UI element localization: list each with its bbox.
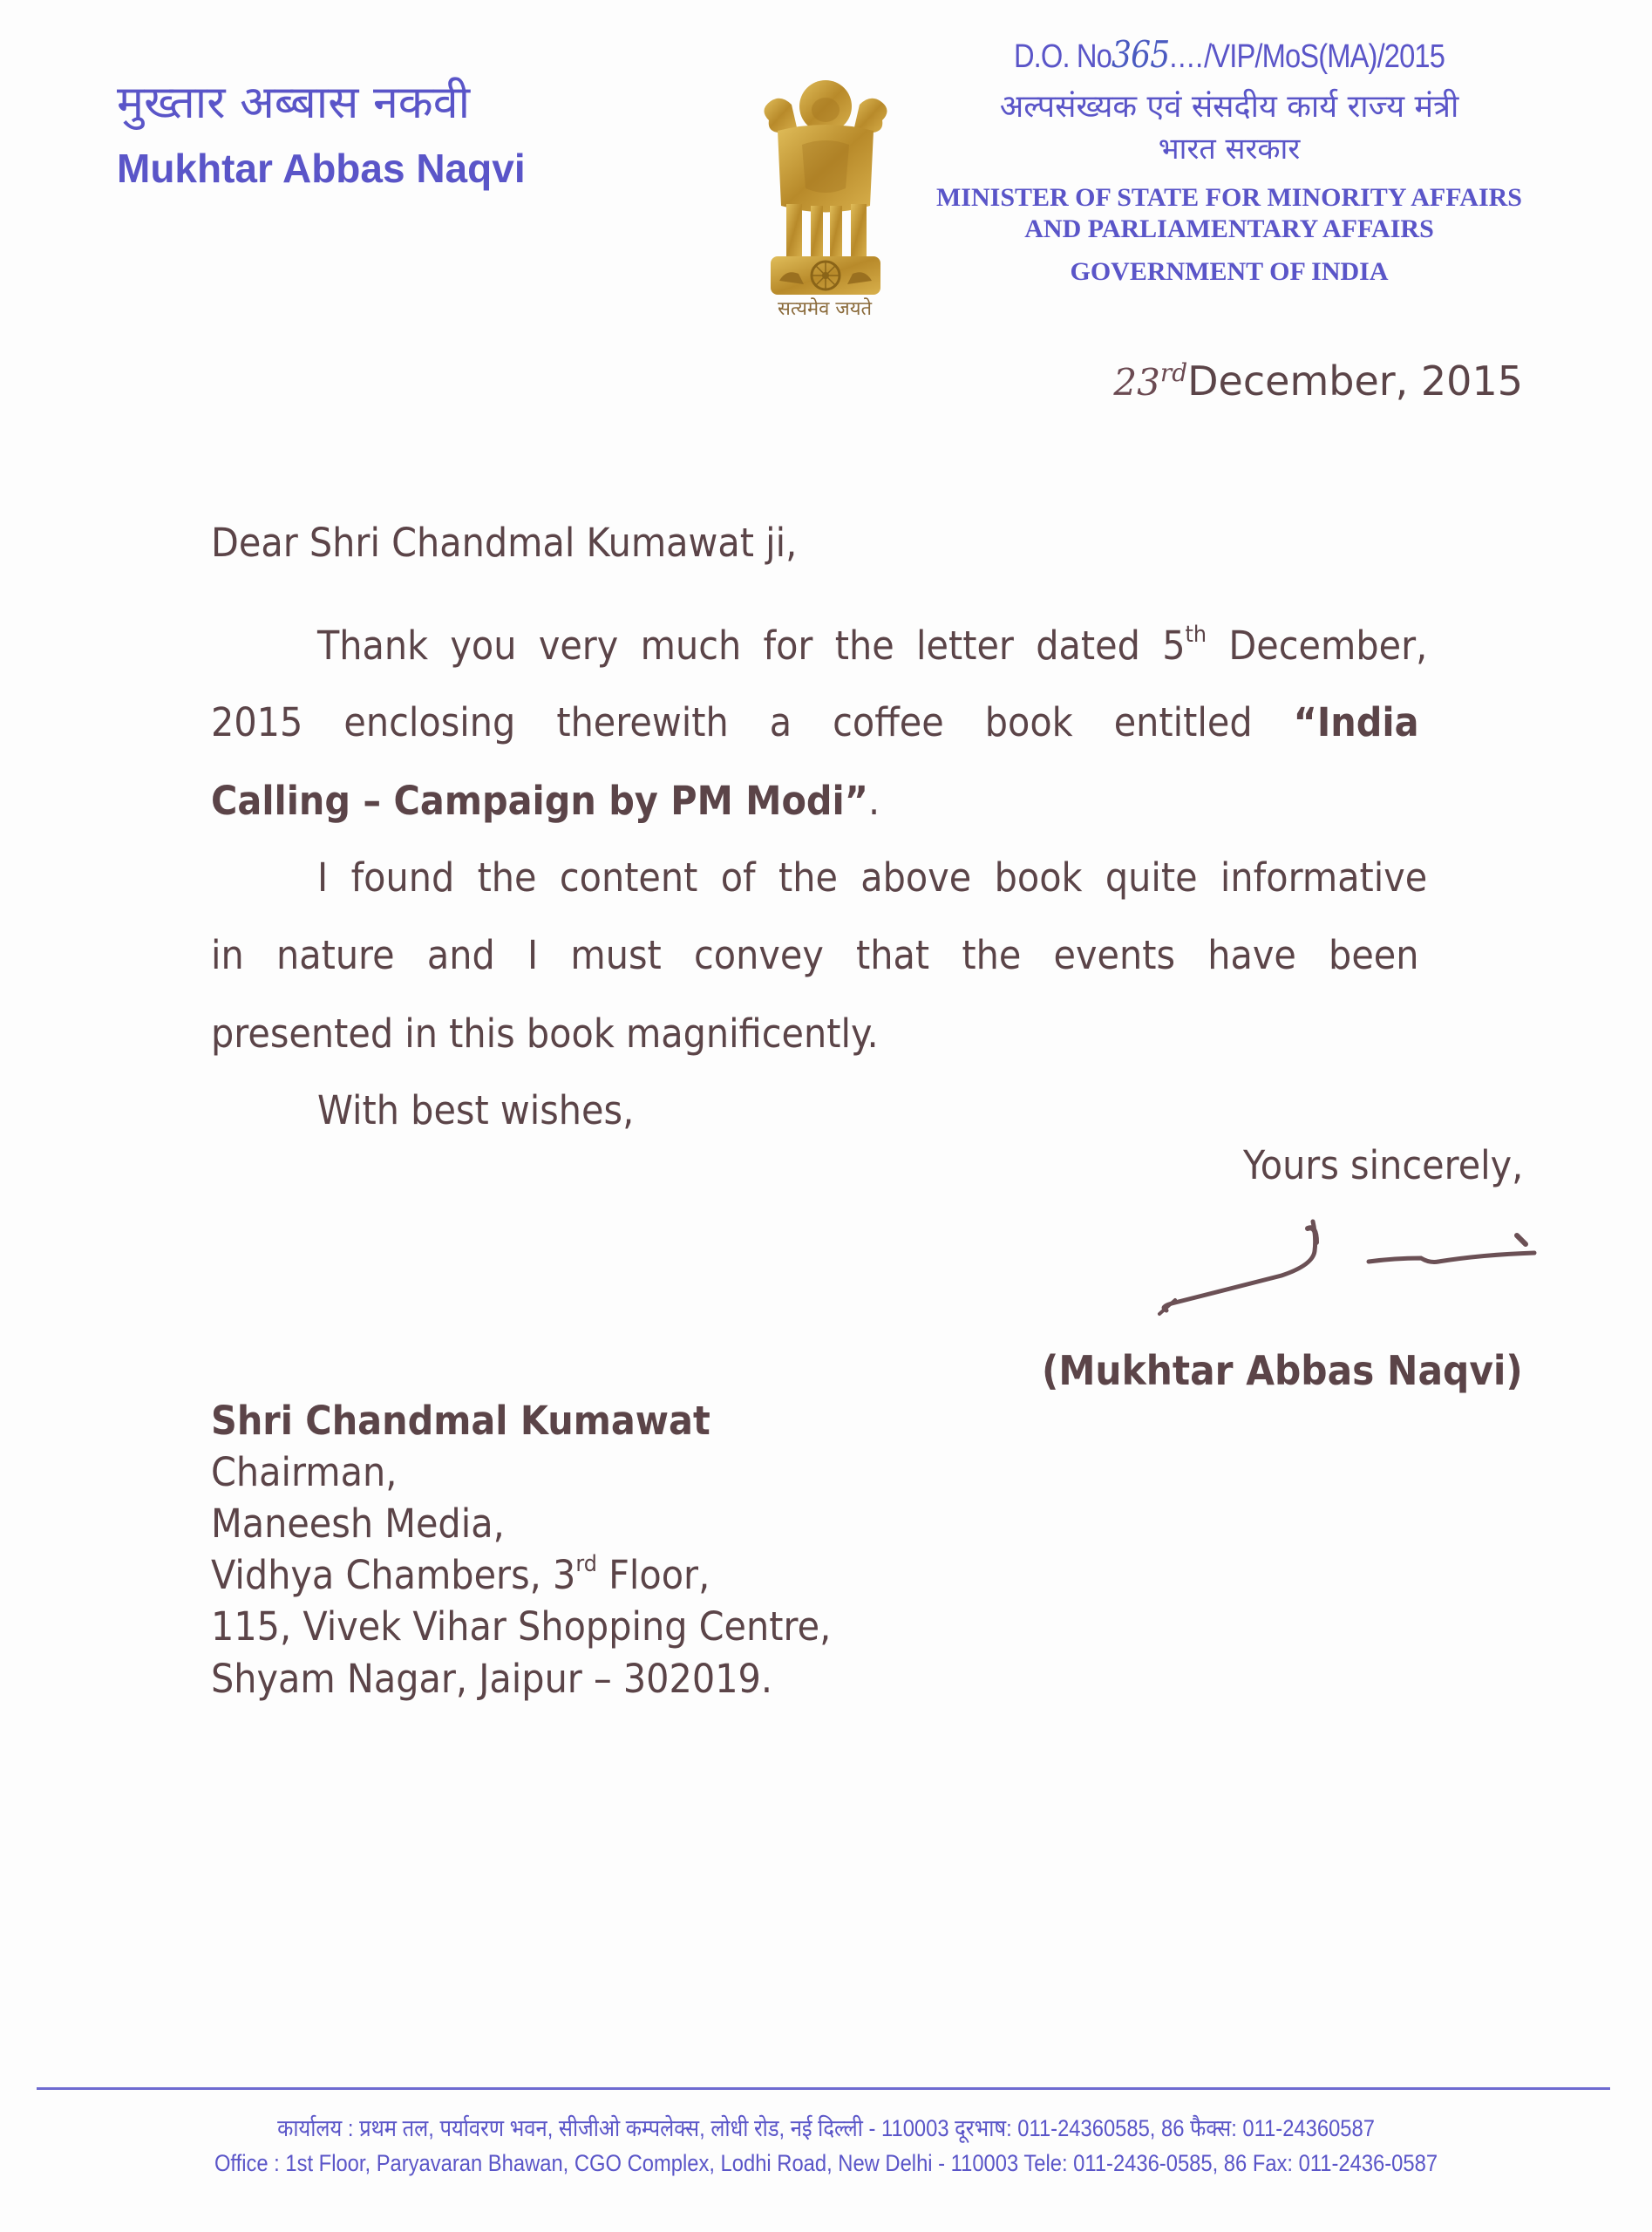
ministry-title-english-line2: AND PARLIAMENTARY AFFAIRS bbox=[1024, 214, 1434, 243]
book-title-start: “India bbox=[1293, 699, 1419, 745]
handwritten-signature bbox=[1151, 1216, 1552, 1321]
recipient-designation: Chairman, bbox=[211, 1449, 398, 1495]
recipient-address-line1: Vidhya Chambers, 3rd Floor, bbox=[211, 1551, 710, 1598]
ministry-title-hindi: अल्पसंख्यक एवं संसदीय कार्य राज्य मंत्री bbox=[999, 89, 1459, 125]
paragraph2-line3: presented in this book magnificently. bbox=[211, 1011, 879, 1057]
do-reference-number bbox=[944, 33, 1514, 76]
paragraph1-line3: Calling – Campaign by PM Modi”. bbox=[211, 778, 880, 824]
letter-date bbox=[1113, 357, 1523, 405]
recipient-organisation: Maneesh Media, bbox=[211, 1500, 505, 1547]
paragraph1-line1: Thank you very much for the letter dated 5th December, bbox=[317, 622, 1428, 669]
recipient-address-line3: Shyam Nagar, Jaipur – 302019. bbox=[211, 1656, 773, 1702]
closing-wishes: With best wishes, bbox=[317, 1087, 635, 1133]
national-emblem-icon bbox=[751, 75, 900, 302]
book-title-end: Calling – Campaign by PM Modi” bbox=[211, 778, 868, 824]
date-day-handwritten: 23rd bbox=[1113, 358, 1188, 404]
paragraph2-line1: I found the content of the above book quite informative bbox=[317, 854, 1428, 901]
date-month-year: December, 2015 bbox=[1187, 357, 1523, 405]
recipient-name: Shri Chandmal Kumawat bbox=[211, 1398, 710, 1444]
paragraph1-line2: 2015 enclosing therewith a coffee book entitled “India bbox=[211, 699, 1419, 745]
footer-office-address-hindi: कार्यालय : प्रथम तल, पर्यावरण भवन, सीजीओ कम्पलेक्स, लोधी रोड, नई दिल्ली - 110003 दूरभाष: 011-24360585, 86 फैक्स: 011-24360587 bbox=[277, 2115, 1375, 2141]
government-english: GOVERNMENT OF INDIA bbox=[1070, 257, 1389, 286]
emblem-motto: सत्यमेव जयते bbox=[777, 298, 873, 320]
do-prefix: D.O. No bbox=[1013, 38, 1112, 75]
paragraph2-line2: in nature and I must convey that the events have been bbox=[211, 932, 1419, 978]
sender-name-english: Mukhtar Abbas Naqvi bbox=[117, 146, 526, 191]
salutation: Dear Shri Chandmal Kumawat ji, bbox=[211, 520, 798, 566]
signatory-name: (Mukhtar Abbas Naqvi) bbox=[1042, 1347, 1523, 1394]
ministry-title-english-line1: MINISTER OF STATE FOR MINORITY AFFAIRS bbox=[935, 183, 1522, 212]
complimentary-close: Yours sincerely, bbox=[1242, 1142, 1523, 1188]
footer-office-address-english: Office : 1st Floor, Paryavaran Bhawan, CGO Complex, Lodhi Road, New Delhi - 110003 Tele: 011-2436-0585, 86 Fax: 011-2436-0587 bbox=[214, 2150, 1438, 2176]
do-handwritten-number: 365 bbox=[1111, 33, 1170, 76]
government-hindi: भारत सरकार bbox=[1158, 132, 1301, 167]
sender-name-hindi: मुख्तार अब्बास नकवी bbox=[117, 77, 471, 129]
recipient-address-line2: 115, Vivek Vihar Shopping Centre, bbox=[211, 1603, 832, 1650]
do-suffix: /VIP/MoS(MA)/2015 bbox=[1204, 38, 1445, 75]
do-dots: .... bbox=[1169, 38, 1205, 75]
footer-divider bbox=[37, 2087, 1610, 2090]
